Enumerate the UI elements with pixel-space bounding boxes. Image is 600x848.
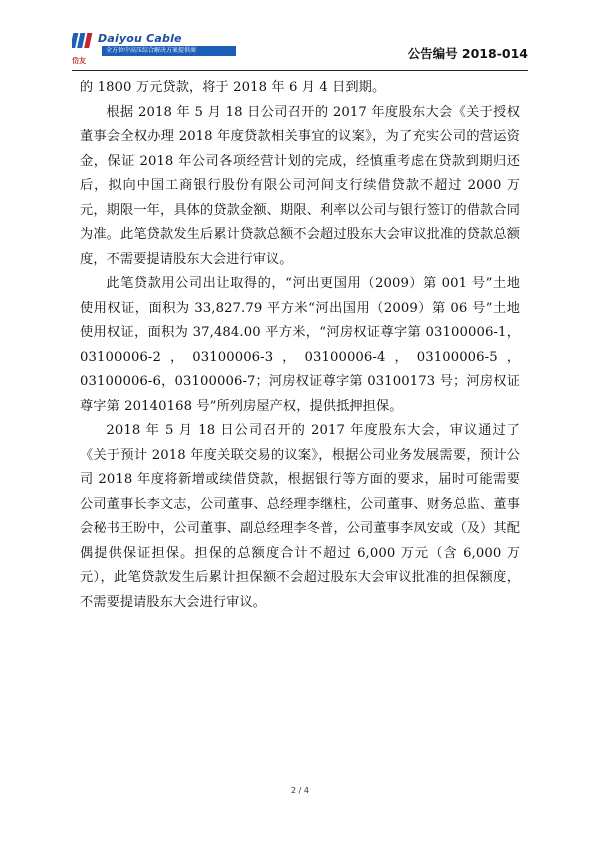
paragraph: 此笔贷款用公司出让取得的，“河出更国用（2009）第 001 号”土地使用权证，面积为 33,827.79 平方米“河出国用（2009）第 06 号”土地使用权证，面积为 37,484.00 平方米，“河房权证尊字第 03100006-1，03100006-2，03100006-3，03100006-4，03100006-5，03100006-6，03100006-7；河房权证尊字第 03100173 号；河房权证尊字第 20140168 号”所列房屋产权，提供抵押担保。 bbox=[80, 276, 520, 414]
announcement-number: 公告编号 2018-014 bbox=[407, 46, 528, 61]
logo-tagline: 全方位中高压综合解决方案提供商 bbox=[102, 46, 236, 56]
company-logo bbox=[72, 30, 240, 64]
page-number: 2 / 4 bbox=[291, 786, 309, 795]
page-header bbox=[0, 0, 600, 74]
logo-brand: Daiyou Cable bbox=[98, 32, 182, 45]
logo-chinese-name: 岱友 bbox=[72, 57, 86, 65]
paragraph: 的 1800 万元贷款，将于 2018 年 6 月 4 日到期。 bbox=[80, 80, 386, 95]
header-divider bbox=[72, 70, 528, 71]
paragraph: 根据 2018 年 5 月 18 日公司召开的 2017 年度股东大会《关于授权董事会全权办理 2018 年度贷款相关事宜的议案》，为了充实公司的营运资金，保证 2018 年公司各项经营计划的完成，经慎重考虑在贷款到期归还后，拟向中国工商银行股份有限公司河间支行续借贷款不超过 2000 万元，期限一年，具体的贷款金额、期限、利率以公司与银行签订的借款合同为准。此笔贷款发生后累计贷款总额不会超过股东大会审议批准的贷款总额度，不需要提请股东大会进行审议。 bbox=[80, 104, 520, 267]
document-body bbox=[80, 76, 520, 615]
paragraph: 2018 年 5 月 18 日公司召开的 2017 年度股东大会，审议通过了《关于预计 2018 年度关联交易的议案》，根据公司业务发展需要，预计公司 2018 年度将新增或续借贷款，根据银行等方面的要求，届时可能需要公司董事长李文志，公司董事、总经理李继柱，公司董事、财务总监、董事会秘书王盼中，公司董事、副总经理李冬普，公司董事李凤安或（及）其配偶提供保证担保。担保的总额度合计不超过 6,000 万元（含 6,000 万元），此笔贷款发生后累计担保额不会超过股东大会审议批准的担保额度，不需要提请股东大会进行审议。 bbox=[80, 423, 520, 610]
